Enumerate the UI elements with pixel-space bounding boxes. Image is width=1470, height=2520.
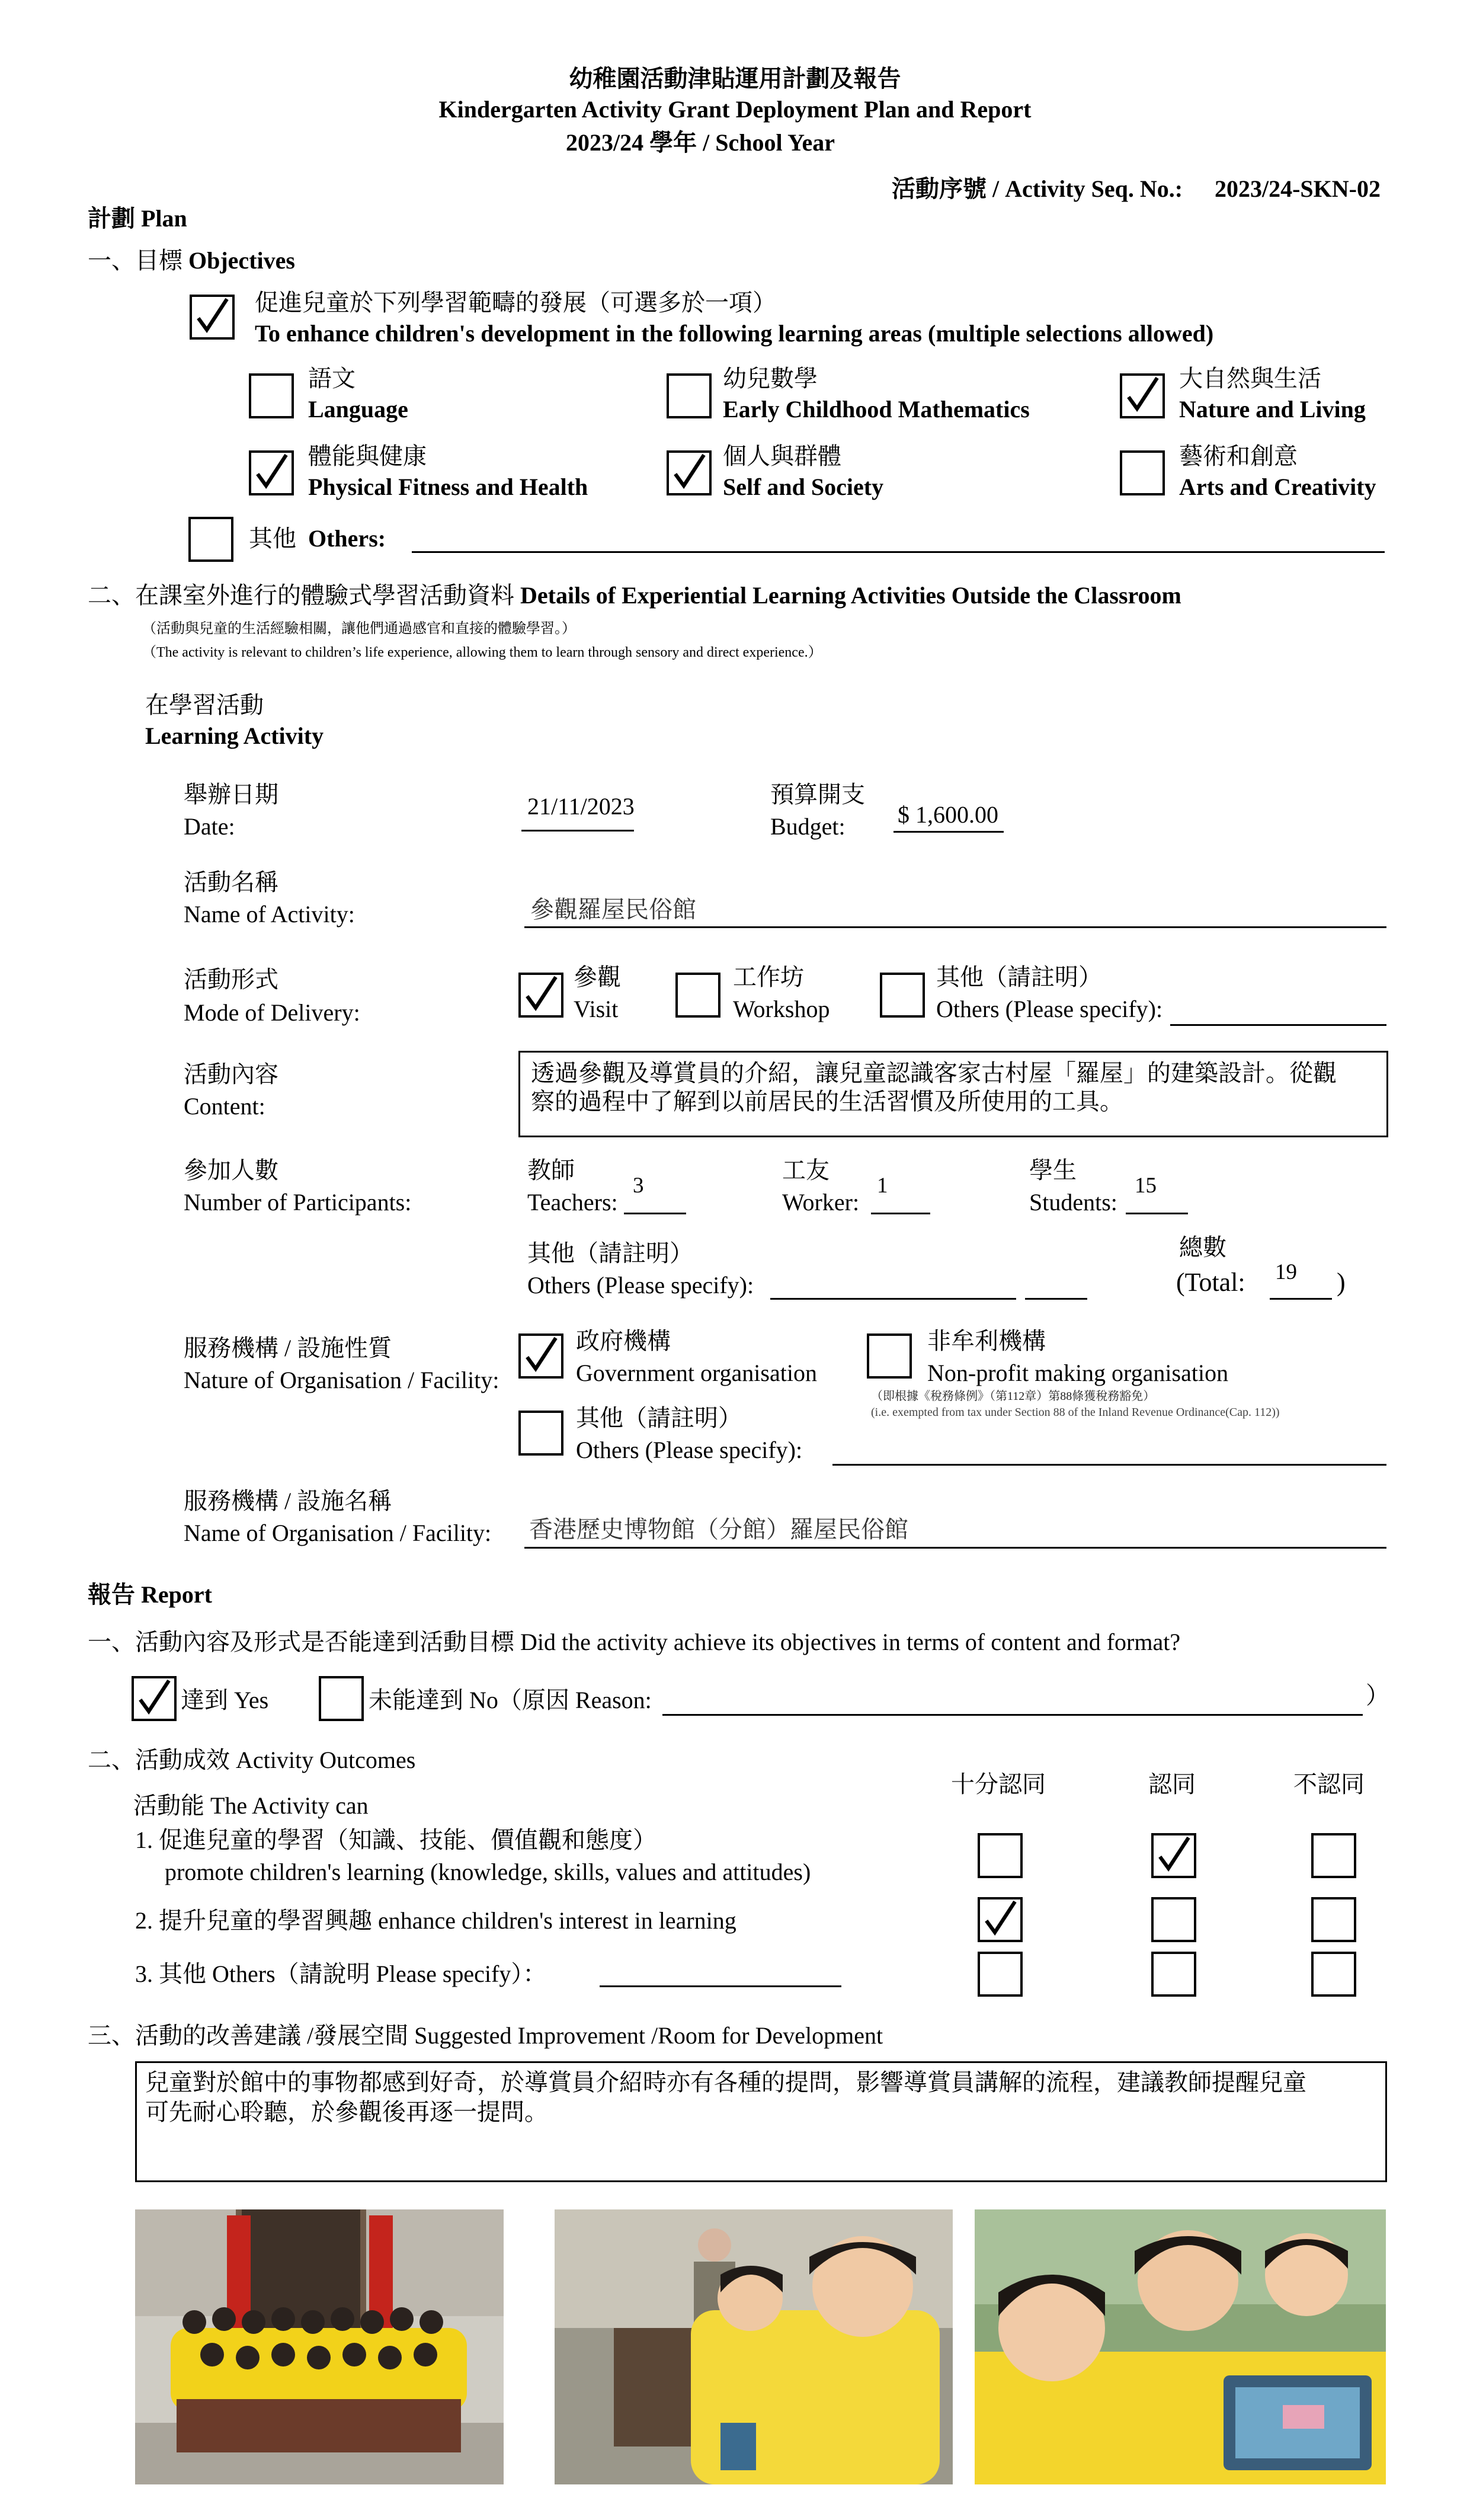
area-arts-checkbox[interactable] [1120,450,1165,495]
objective-main-checkbox[interactable] [190,295,235,340]
activity-name-value[interactable]: 參觀羅屋民俗館 [530,896,696,923]
area-society-en: Self and Society [723,474,884,500]
teachers-label-zh: 教師 [527,1157,575,1184]
objectives-heading-en: Objectives [188,247,295,274]
objective-main-en: To enhance children's development in the following learning areas (multiple selections allowed) [255,320,1214,347]
row3-disagree-checkbox[interactable] [1311,1952,1356,1997]
total-underline [1270,1298,1332,1300]
part-others-count-line[interactable] [1025,1298,1087,1300]
objective-others-en: Others: [308,525,386,552]
part-others-zh: 其他（請註明） [527,1240,693,1267]
org-name-label-zh: 服務機構 / 設施名稱 [184,1488,392,1514]
content-line-2: 察的過程中了解到以前居民的生活習慣及所使用的工具。 [531,1088,1123,1115]
worker-underline [871,1213,930,1214]
guide-photo [555,2209,953,2484]
nature-others-en: Others (Please specify): [576,1437,803,1463]
area-nature-zh: 大自然與生活 [1179,365,1321,392]
teachers-value[interactable]: 3 [633,1173,644,1198]
area-language-checkbox[interactable] [249,373,294,418]
teachers-label-en: Teachers: [527,1189,618,1216]
area-math-en: Early Childhood Mathematics [723,396,1030,423]
mode-visit-en: Visit [574,996,619,1022]
students-label-en: Students: [1029,1189,1117,1216]
objectives-heading-zh: 一、目標 [88,247,182,274]
check-icon [192,297,232,337]
yes-label: 達到 Yes [181,1687,269,1713]
area-math-zh: 幼兒數學 [723,365,818,392]
seq-label: 活動序號 / Activity Seq. No.: [892,175,1183,202]
objective-others-label [249,523,386,555]
details-note-zh: （活動與兒童的生活經驗相關，讓他們通過感官和直接的體驗學習。） [142,621,576,637]
npo-checkbox[interactable] [867,1333,912,1379]
gov-en: Government organisation [576,1360,817,1386]
objective-others-line[interactable] [412,551,1385,553]
mode-workshop-en: Workshop [733,996,830,1022]
outcome-row-2-line1: 2. 提升兒童的學習興趣 enhance children's interest in learning [135,1907,736,1934]
area-fitness-checkbox[interactable] [249,450,294,495]
area-society-zh: 個人與群體 [723,443,841,469]
mode-others-line[interactable] [1170,1024,1386,1026]
npo-note-zh: （即根據《稅務條例》（第112章）第88條獲稅務豁免） [871,1390,1155,1403]
mode-workshop-zh: 工作坊 [733,964,804,990]
npo-en: Non-profit making organisation [927,1360,1229,1386]
budget-label-zh: 預算開支 [770,781,865,808]
outcomes-heading: 二、活動成效 Activity Outcomes [88,1747,416,1773]
row2-strongly-agree-checkbox[interactable] [978,1897,1023,1942]
improve-line-1: 兒童對於館中的事物都感到好奇，於導賞員介紹時亦有各種的提問，影響導賞員講解的流程，建議教師提醒兒童 [145,2069,1306,2096]
total-label-zh: 總數 [1179,1234,1226,1261]
check-icon [521,975,561,1015]
participants-label-zh: 參加人數 [184,1157,278,1184]
budget-value[interactable]: $ 1,600.00 [898,801,998,828]
area-nature-checkbox[interactable] [1120,373,1165,418]
nature-others-checkbox[interactable] [518,1411,563,1456]
activity-can-label: 活動能 The Activity can [133,1792,369,1819]
check-icon [251,453,292,493]
nature-others-zh: 其他（請註明） [576,1405,742,1431]
school-year: 2023/24 學年 / School Year [566,129,835,156]
name-label-zh: 活動名稱 [184,869,278,896]
report-q1: 一、活動內容及形式是否能達到活動目標 Did the activity achieve its objectives in terms of content and format? [88,1629,1181,1655]
area-fitness-en: Physical Fitness and Health [308,474,588,500]
improve-line-2: 可先耐心聆聽，於參觀後再逐一提問。 [145,2099,548,2125]
no-checkbox[interactable] [319,1676,364,1721]
mode-others-zh: 其他（請註明） [936,964,1102,990]
students-underline [1126,1213,1188,1214]
org-name-underline [524,1547,1386,1549]
row3-agree-checkbox[interactable] [1151,1952,1196,1997]
details-heading-en: Details of Experiential Learning Activities Outside the Classroom [520,582,1181,609]
total-label-en: (Total: [1176,1268,1245,1297]
check-icon [1122,376,1162,416]
gov-zh: 政府機構 [576,1328,671,1354]
seq-value: 2023/24-SKN-02 [1215,175,1381,202]
mode-visit-checkbox[interactable] [518,973,563,1018]
no-close: ） [1366,1682,1389,1709]
area-language-en: Language [308,396,408,423]
outcome-row-1-line1: 1. 促進兒童的學習（知識、技能、價值觀和態度） [135,1827,656,1853]
area-math-checkbox[interactable] [667,373,712,418]
check-icon [134,1678,174,1719]
area-language-zh: 語文 [308,365,356,392]
objective-main-zh: 促進兒童於下列學習範疇的發展（可選多於一項） [255,289,776,316]
total-value[interactable]: 19 [1275,1260,1297,1284]
activity-label-en: Learning Activity [145,722,324,749]
details-note-en: （The activity is relevant to children’s life experience, allowing them to learn through sensory and direct experience.） [142,645,822,660]
participants-label-en: Number of Participants: [184,1189,412,1216]
area-arts-en: Arts and Creativity [1179,474,1376,500]
budget-label-en: Budget: [770,813,846,840]
col-header-strongly-agree: 十分認同 [951,1771,1046,1798]
activity-photo [975,2209,1386,2484]
part-others-en: Others (Please specify): [527,1272,754,1299]
org-name-value[interactable]: 香港歷史博物館（分館）羅屋民俗館 [529,1516,908,1543]
objective-others-zh: 其他 [249,525,296,552]
date-label-en: Date: [184,813,235,840]
nature-others-line[interactable] [832,1464,1386,1466]
area-nature-en: Nature and Living [1179,396,1366,423]
npo-zh: 非牟利機構 [927,1328,1046,1354]
mode-label-en: Mode of Delivery: [184,999,360,1026]
no-reason-line[interactable] [662,1714,1363,1716]
no-label: 未能達到 No（原因 Reason: [369,1687,652,1713]
name-label-en: Name of Activity: [184,901,355,928]
improve-heading: 三、活動的改善建議 /發展空間 Suggested Improvement /Room for Development [88,2022,883,2049]
col-header-disagree: 不認同 [1293,1771,1365,1798]
worker-value[interactable]: 1 [877,1173,888,1198]
check-icon [669,453,709,493]
title-zh: 幼稚園活動津貼運用計劃及報告 [569,65,901,92]
gov-checkbox[interactable] [518,1333,563,1379]
org-name-label-en: Name of Organisation / Facility: [184,1520,492,1546]
report-heading: 報告 Report [88,1581,212,1608]
budget-underline [893,831,1004,833]
teachers-underline [624,1213,686,1214]
row1-agree-checkbox[interactable] [1151,1833,1196,1878]
row2-disagree-checkbox[interactable] [1311,1897,1356,1942]
total-close: ) [1337,1268,1346,1297]
row2-agree-checkbox[interactable] [1151,1897,1196,1942]
row3-strongly-agree-checkbox[interactable] [978,1952,1023,1997]
content-label-en: Content: [184,1093,265,1120]
mode-visit-zh: 參觀 [574,964,621,990]
content-box[interactable] [518,1051,1388,1137]
improve-box[interactable] [135,2061,1387,2182]
area-fitness-zh: 體能與健康 [308,443,427,469]
mode-others-checkbox[interactable] [880,973,925,1018]
nature-label-zh: 服務機構 / 設施性質 [184,1335,392,1361]
outcome-row-1-line2: promote children's learning (knowledge, skills, values and attitudes) [165,1859,811,1885]
mode-others-en: Others (Please specify): [936,996,1163,1022]
check-icon [1154,1835,1194,1876]
date-label-zh: 舉辦日期 [184,781,278,808]
row1-disagree-checkbox[interactable] [1311,1833,1356,1878]
nature-label-en: Nature of Organisation / Facility: [184,1367,499,1393]
check-icon [980,1899,1020,1940]
col-header-agree: 認同 [1148,1771,1196,1798]
part-others-line[interactable] [770,1298,1016,1300]
details-heading-zh: 二、在課室外進行的體驗式學習活動資料 [88,582,514,609]
activity-name-underline [524,926,1386,928]
outcome-row-3-line[interactable] [600,1985,841,1987]
students-value[interactable]: 15 [1135,1173,1157,1198]
area-society-checkbox[interactable] [667,450,712,495]
plan-heading: 計劃 Plan [88,205,187,232]
title-en: Kindergarten Activity Grant Deployment Plan and Report [438,96,1032,123]
worker-label-en: Worker: [782,1189,860,1216]
activity-label-zh: 在學習活動 [145,692,264,718]
npo-note-en: (i.e. exempted from tax under Section 88 of the Inland Revenue Ordinance(Cap. 112)) [871,1406,1280,1419]
objectives-heading [88,245,295,277]
mode-label-zh: 活動形式 [184,966,278,993]
content-label-zh: 活動內容 [184,1061,278,1088]
objective-others-checkbox[interactable] [188,517,233,562]
date-underline [521,830,634,832]
worker-label-zh: 工友 [782,1157,830,1184]
mode-workshop-checkbox[interactable] [675,973,720,1018]
details-heading [88,580,1181,612]
yes-checkbox[interactable] [132,1676,177,1721]
group-photo [135,2209,504,2484]
outcome-row-3-line1: 3. 其他 Others（請說明 Please specify）： [135,1961,547,1987]
row1-strongly-agree-checkbox[interactable] [978,1833,1023,1878]
check-icon [521,1336,561,1376]
area-arts-zh: 藝術和創意 [1179,443,1298,469]
students-label-zh: 學生 [1029,1157,1077,1184]
date-value[interactable]: 21/11/2023 [527,793,635,820]
content-line-1: 透過參觀及導賞員的介紹，讓兒童認識客家古村屋「羅屋」的建築設計。從觀 [531,1060,1337,1086]
